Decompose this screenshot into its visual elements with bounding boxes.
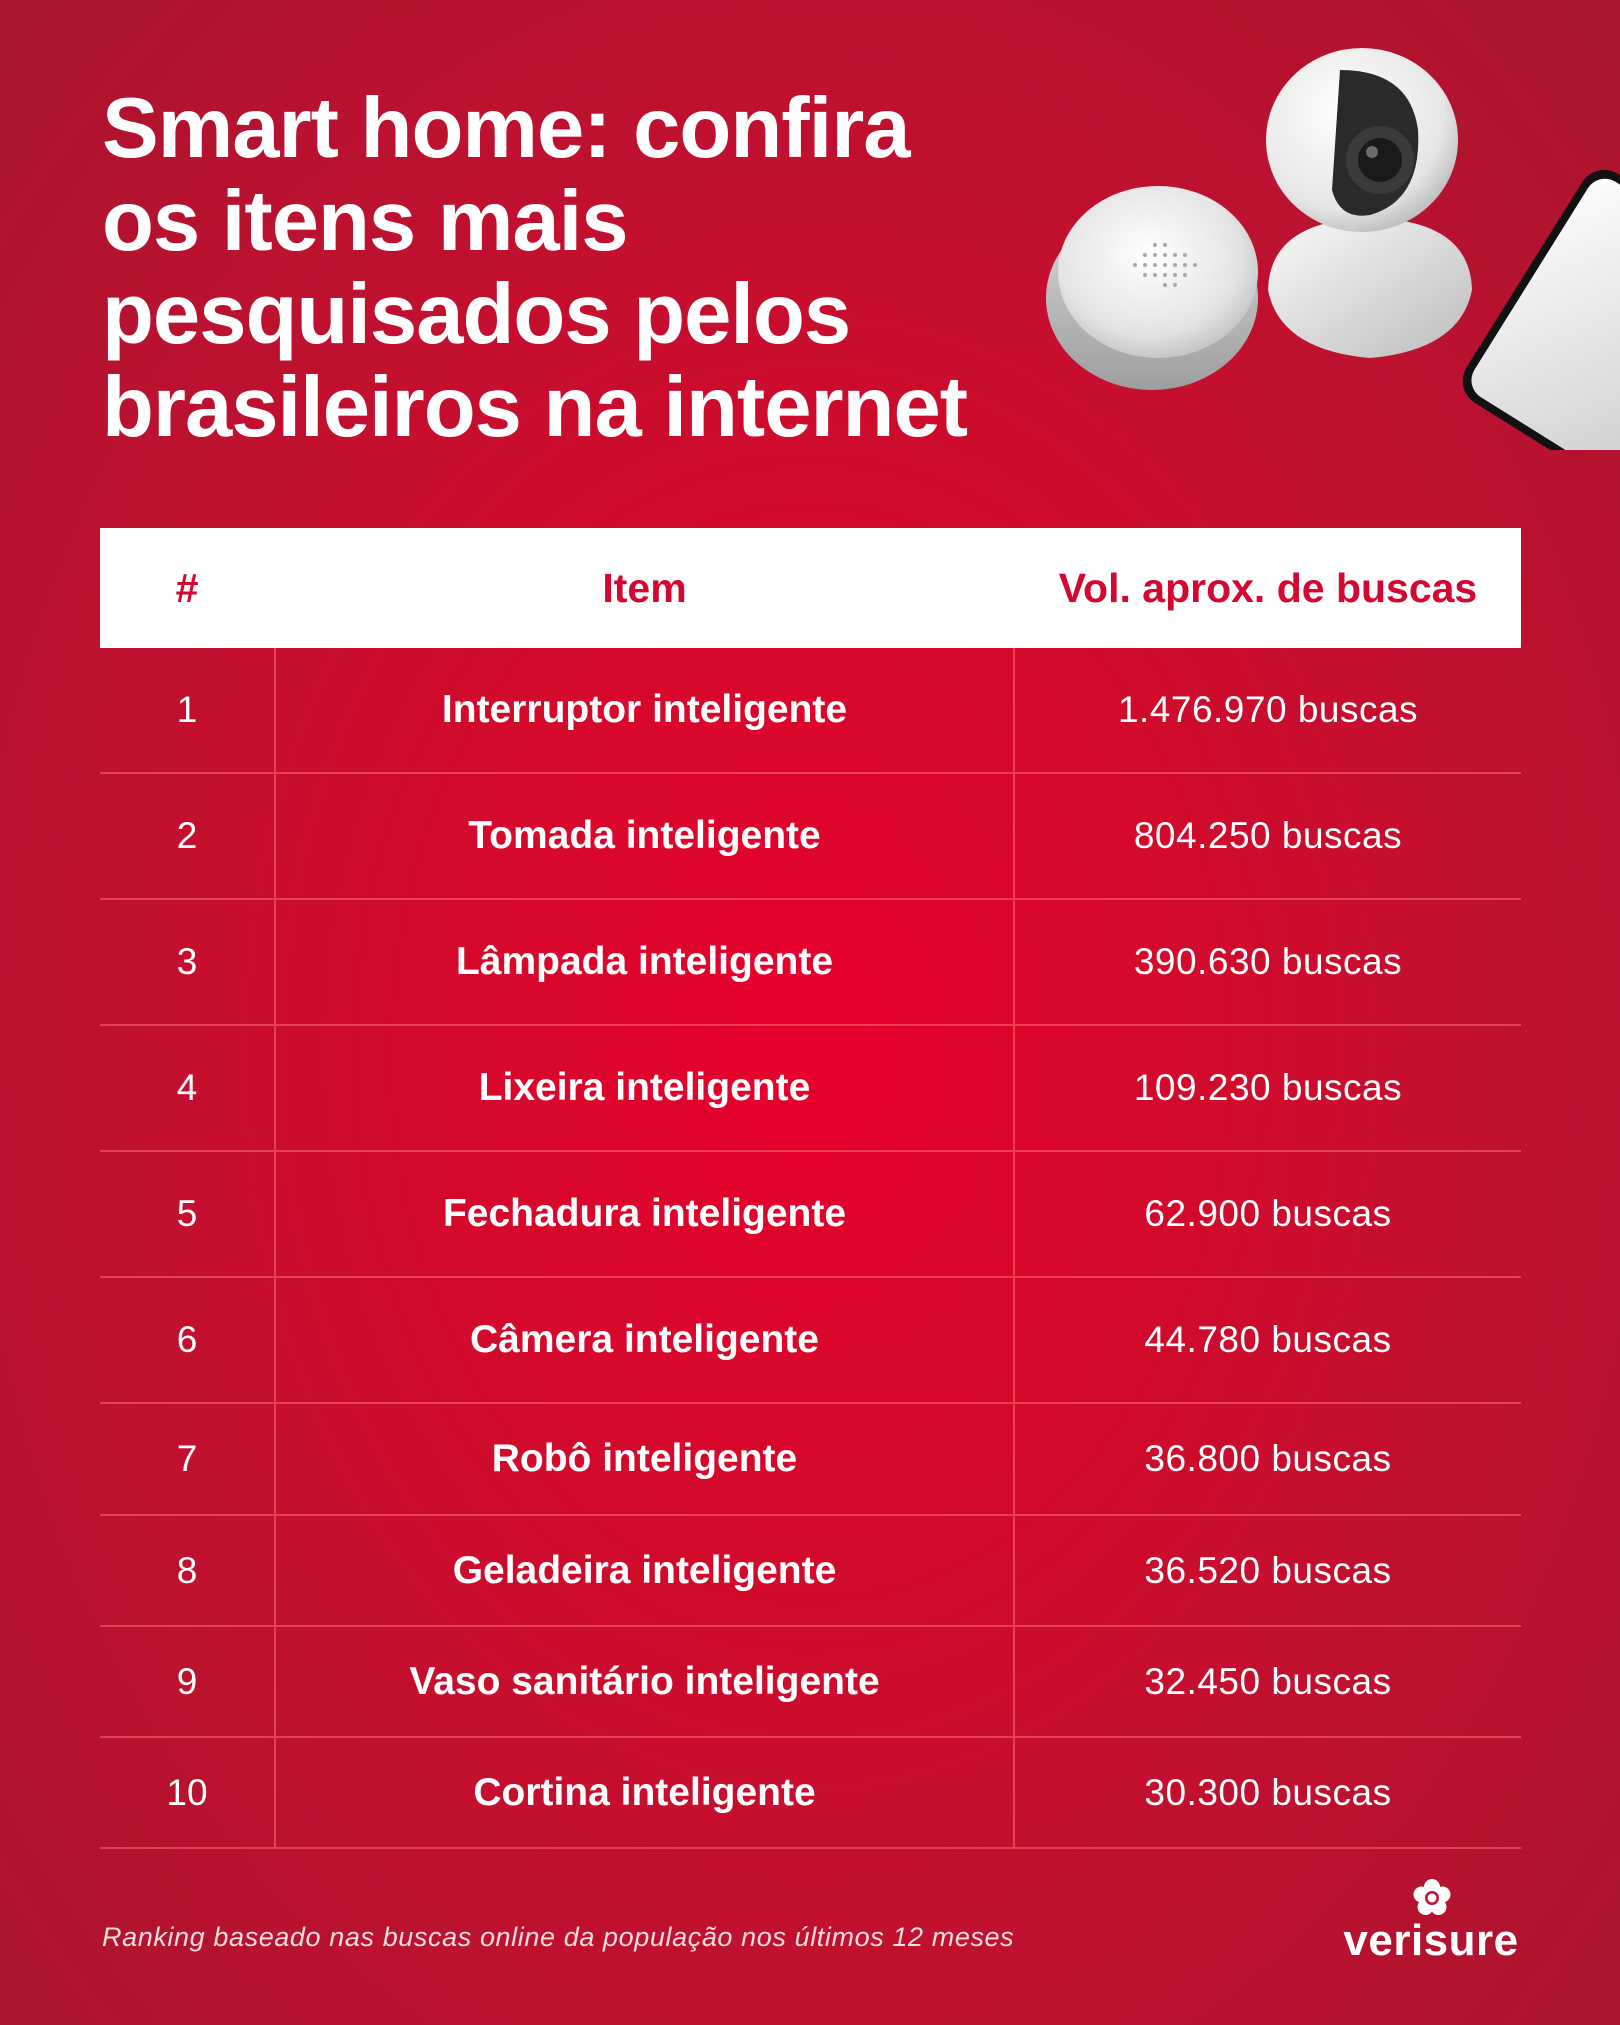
title-line: pesquisados pelos (102, 267, 851, 362)
row-rank: 4 (176, 1067, 198, 1108)
row-item: Câmera inteligente (274, 1278, 1015, 1402)
page-title (102, 82, 1062, 454)
smart-hub-icon (1046, 186, 1258, 390)
table-row (100, 1278, 1521, 1404)
row-volume: 804.250 buscas (1133, 815, 1403, 856)
smart-devices-illustration (1040, 40, 1620, 450)
footnote: Ranking baseado nas buscas online da população nos últimos 12 meses (102, 1922, 1015, 1952)
row-volume: 44.780 buscas (1144, 1319, 1392, 1360)
row-rank: 5 (176, 1193, 198, 1234)
title-line: os itens mais (102, 174, 628, 269)
row-volume: 62.900 buscas (1144, 1193, 1392, 1234)
security-camera-icon (1266, 48, 1472, 358)
row-item: Tomada inteligente (274, 774, 1015, 898)
header-rank: # (175, 564, 199, 611)
table-row (100, 900, 1521, 1026)
table-row (100, 1516, 1521, 1627)
table-row (100, 1152, 1521, 1278)
row-rank: 10 (166, 1771, 208, 1813)
verisure-flower-icon (1412, 1878, 1452, 1918)
ranking-table (100, 528, 1521, 1849)
row-rank: 8 (176, 1549, 198, 1591)
table-row (100, 648, 1521, 774)
table-row (100, 1738, 1521, 1849)
row-volume: 390.630 buscas (1133, 941, 1403, 982)
title-line: brasileiros na internet (102, 360, 968, 455)
row-rank: 9 (176, 1660, 198, 1702)
smartphone-icon (1453, 160, 1620, 450)
table-header (100, 528, 1521, 648)
logo-text: verisure (1343, 1916, 1519, 1965)
row-item: Lixeira inteligente (274, 1026, 1015, 1150)
row-volume: 36.520 buscas (1144, 1549, 1392, 1591)
row-item: Robô inteligente (274, 1404, 1015, 1514)
row-item: Lâmpada inteligente (274, 900, 1015, 1024)
row-volume: 36.800 buscas (1144, 1438, 1392, 1479)
row-item: Geladeira inteligente (274, 1516, 1015, 1625)
row-rank: 3 (176, 941, 198, 982)
header-volume: Vol. aprox. de buscas (1058, 564, 1478, 611)
row-item: Interruptor inteligente (274, 648, 1015, 772)
row-item: Cortina inteligente (274, 1738, 1015, 1847)
row-rank: 1 (176, 689, 198, 730)
row-volume: 1.476.970 buscas (1117, 689, 1419, 730)
row-volume: 109.230 buscas (1133, 1067, 1403, 1108)
row-item: Fechadura inteligente (274, 1152, 1015, 1276)
table-row (100, 774, 1521, 900)
table-row (100, 1026, 1521, 1152)
row-volume: 32.450 buscas (1144, 1660, 1392, 1702)
header-item: Item (602, 564, 687, 611)
title-line: Smart home: confira (102, 81, 910, 176)
verisure-logo (1336, 1878, 1526, 1968)
row-volume: 30.300 buscas (1144, 1771, 1392, 1813)
row-rank: 7 (176, 1438, 198, 1479)
row-item: Vaso sanitário inteligente (274, 1627, 1015, 1736)
row-rank: 2 (176, 815, 198, 856)
table-row (100, 1627, 1521, 1738)
table-row (100, 1404, 1521, 1516)
row-rank: 6 (176, 1319, 198, 1360)
